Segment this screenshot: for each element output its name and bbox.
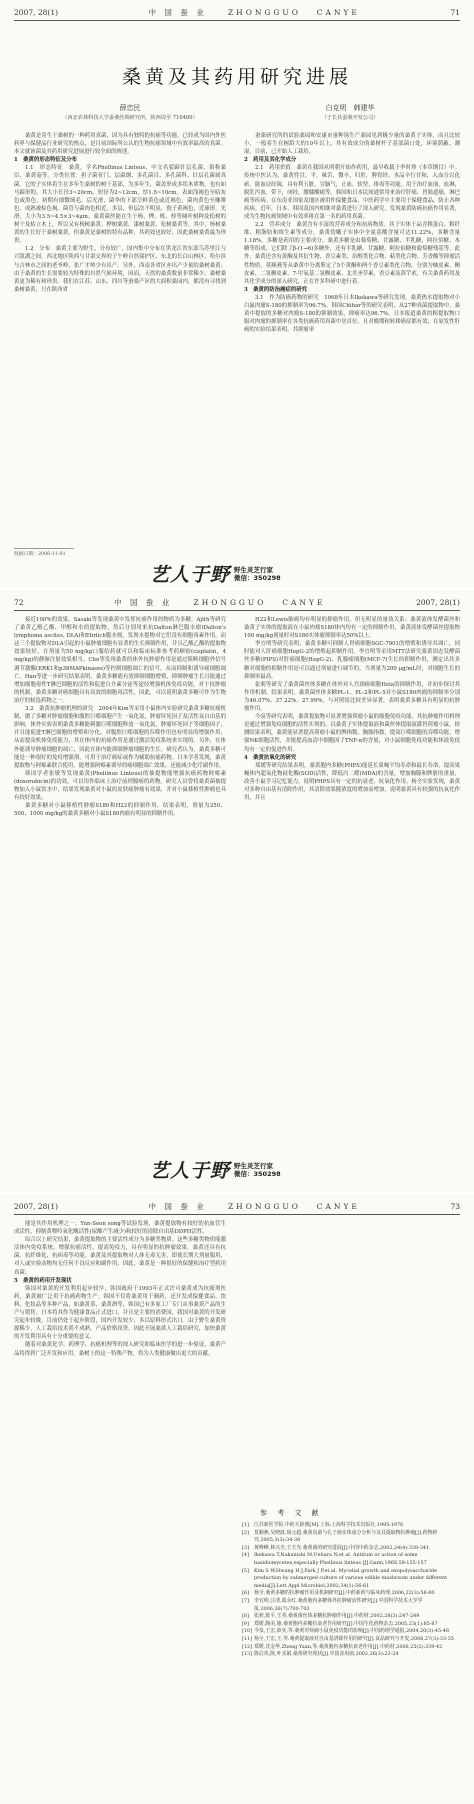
reference-item bbox=[242, 1613, 460, 1621]
header-volume: 2007, 28(1) bbox=[14, 1201, 59, 1211]
left-column bbox=[14, 1220, 226, 1780]
reference-text: 莫顺燕,吴晓波,胡元超.桑黄真菌与孔子菌实体成分分析与及其提取物抗肿瘤[J].药物研究,2005,3(3):34-38 bbox=[254, 1529, 438, 1544]
reference-number: [13] bbox=[242, 1651, 253, 1658]
reference-text: 郑媛,陶美,施.桑黄胞内多糖抗衰老作用研究[J].中国生化药物杂志,2005,23(1):85-87 bbox=[254, 1620, 438, 1627]
reference-item bbox=[242, 1636, 460, 1644]
reference-item bbox=[242, 1590, 460, 1598]
reference-text: 黄峰峰,林兴全,王玉光.桑黄菌的研究进展[J].中国中药杂志,2002,24(4):339-341 bbox=[254, 1544, 430, 1551]
reference-text: 李宜明,汪清,葛永红.桑黄胞内多糖体外抗肿瘤活性研究[J].中国科学技术大学学报,2006,36(7):700-703 bbox=[254, 1597, 423, 1612]
body-paragraph: 随着对桑黄化学、药理学、抗癌机理等的深入研究和临床医学的进一步验证，桑黄产品将得到广泛开发和应用。桑树上的这一特殊产物，将为人类健康做出更大的贡献。 bbox=[14, 1342, 226, 1357]
watermark-line2: 微信：350298 bbox=[234, 573, 281, 582]
reference-text: 杨全,王宏,王,等.桑黄提取液对自由基清除作用的研究[J].食品研究与开发,2006,27(3):33-35 bbox=[254, 1635, 454, 1642]
header-volume: 2007, 28(1) bbox=[14, 7, 59, 17]
reference-number: [3] bbox=[242, 1544, 249, 1551]
header-page-number: 72 bbox=[14, 597, 24, 607]
body-paragraph: 1.2 分布 桑黄主要为野生，分布较广。国内集中分布在黑龙江省东部乌苏里江与兴凯湖之间，西北地区陕西与甘肃交界的子午岭自然保护区、东北的长白山林区、哈尔滨与吉林市之间的老爷岭、张广才岭少有出产。另外，西南各省区亦出产少量的桑树桑黄。由于桑黄的生长需要较为特殊的自然气候环境，因而，天然的桑黄数量非常稀少，桑树桑黄更为稀有和珍贵。我们在江苏、山东、四川等蚕桑产区的大面积桑园内，都没有寻找到桑树桑黄，只在陕西省 bbox=[14, 246, 226, 293]
abstract-paragraph: 桑黄是寄生于桑树的一种药用真菌，因为具有独特的抗癌等功能，已经成为国内外医药界与保健品行业研究的热点，是目前国际所公认的生物抗癌领域中有效率最高的真菌。本文就该菌及其药用研究进展进行较全面的阐述。 bbox=[14, 133, 226, 156]
body-paragraph: H22和Lewis肺癌均有明显的抑瘤作用，但无明显的量效关系；桑黄液体发酵菌丝和桑黄子实体的提取液在小鼠肉瘤S180体内均有一定的抑制作用，桑黄液体发酵菌丝提取物100 mg/kg剂量时对S180实体瘤抑制率达50%以上。 bbox=[244, 617, 460, 640]
body-paragraph: 郑媛等研究结果表明，桑黄胞内多糖(PHPS)能延长果蝇平均寿命和最长寿命，提高果蝇体内超氧化物歧化酶(SOD)活性，降低丙二醛(MDA)的含量，增加胸腺和脾脏的重量，改善小鼠学习记忆能力。说明PHPS具有一定的抗衰老、抗氧化作用。杨全实验发现，桑黄对多种自由基有清除作用，其清除效果随浓度的增加而增加，说明桑黄具有较强的抗氧化作用，并且 bbox=[244, 762, 460, 802]
affiliation-2: （子长县蚕桑开发公司） bbox=[321, 115, 379, 121]
reference-number: [2] bbox=[242, 1529, 249, 1536]
body-paragraph: 3.2 桑黄抗肿瘤机理的研究 2004年Kim等采用小鼠体内实验研究桑黄多糖抗癌机制，做了多糖对肿瘤细胞和腹腔巨噬细胞产生一氧化氮，肿瘤坏死因子及活性氧自由基的影响，体外实验表明桑黄多糖能刺激巨噬细胞释放一氧化氮，肿瘤坏死因子等细胞因子，并且能促进T淋巴细胞的增殖和分化，对腹腔巨噬细胞的吞噬作用也有明显的增强作用，从而提高机体免疫能力，其在体内的抗癌作用是通过激活免疫系统来实现的。另外，在体外能诱导肿瘤细胞的凋亡，因此在体内能抑制肿瘤细胞的生长。研究者认为，桑黄多糖可能是一种很好的免疫增强剂，可用于治疗癌症或作为辅助抗癌药物。日本学者发现，桑黄提取物与阿霉素联合使用，能增强阿霉素诱导的癌细胞凋亡效果，还能减少化疗副作用。 bbox=[14, 706, 226, 769]
author-2: 白克明 韩建华 bbox=[325, 104, 375, 112]
body-paragraph: 能是其作用机理之一。Yun-Seon song等试验发现，桑黄提取物有较好的抗血管生成活性，抑制黄嘌呤氧化酶活性(尿酸产生减少)和较好的清除自由基DDPH活性。 bbox=[14, 1221, 226, 1236]
reference-text: 江苏新医学院.中药大辞典[M].上海:上海科学技术出版社,1995:1976 bbox=[254, 1522, 404, 1528]
reference-text: 今泉,王宏,薛实,等.桑黄对荷瘤小鼠免疫功能的影响[J].中国药理学通报,2004,20(3):45-48 bbox=[254, 1628, 449, 1635]
reference-item bbox=[242, 1628, 460, 1636]
page-72 bbox=[0, 590, 474, 1192]
reference-number: [6] bbox=[242, 1590, 249, 1597]
section-heading: 5 桑黄的药用开发现状 bbox=[14, 1277, 72, 1284]
reference-text: 杨全,桑黄多糖的抗肿瘤作用及机制研究[J].中药新药与临床药理,2006,22(3):56-60 bbox=[254, 1590, 435, 1597]
reference-item bbox=[242, 1545, 460, 1553]
reference-item bbox=[242, 1644, 460, 1652]
body-paragraph: 今泉等研究表明，桑黄提取物可显著增强荷瘤小鼠的细胞免疫功能，其抗肿瘤作用机理是通过增强免疫细胞的活性实现的。以桑黄子实体提取液和菌丝体提取液灌胃荷瘤小鼠，检测结果表明，桑黄能显著提高荷瘤小鼠的脾指数、胸腺指数，提高巨噬细胞的吞噬功能，增强NK细胞活性，并能提高血清中细胞因子TNF-α的含量，对小鼠细胞免疫功能和体液免疫均有一定的促进作用。 bbox=[244, 714, 460, 753]
body-paragraph: 1.1 形态特征 桑黄，学名Phellinus Linteus，中文名裂蹄针层孔菌，俗称桑臣、桑黄菇等。分类位置：担子菌亚门、层菌纲、多孔菌目、多孔菌科、针层孔菌属真菌。它的子实体着生在多年生桑树的树干基部，为多年生，菌盖形成多状木质物，也有如马蹄形的。其大小长径3~20cm，短径为2~12cm，厚1.5~10cm。表面浅褐色至暗灰色或黑色，初期有细微绒毛，后光滑，菌伞的下部呈鲜黄色或近褐色，菌肉黄色至咖啡色，成熟被棕色褐。菌管与菌肉色相近，多层，但层次不明显，孢子黄褐色，近球形，光滑，大小为3.5~4.5×3~4μm。桑黄菌丝能在生于杨、桦、栎、栓等阔叶树种及松树的树干及枯立木上，所以又有杨树桑黄、桦树桑黄、漆树桑黄、松树桑黄等。其中，杨树桑黄的生长好于桑树桑黄，但桑黄是桑树的特有品种，其药效也较好，因此桑树桑黄最为珍贵。 bbox=[14, 165, 226, 245]
body-paragraph: 韩国学者张敏等发现桑黄(Phellinus Linteus)的抽提物能增强抗癌药物阿霉素(doxorubicin)的功效，可以用作临床上治疗前列腺癌的药物。研究人员曾将桑黄菌抽提物加入小鼠饮水中，结果发现桑黄对小鼠的皮肤癌肿瘤有效果，并对小鼠移植性肿瘤也具有较好效果。 bbox=[14, 770, 226, 802]
running-header bbox=[14, 1198, 460, 1215]
reference-text: 陈启英,陈,叶美娟,桑黄研究现状[J].中国食用菌,2002,26(3):22-24 bbox=[254, 1651, 399, 1658]
reference-number: [11] bbox=[242, 1635, 253, 1642]
reference-item bbox=[242, 1522, 460, 1530]
reference-list bbox=[242, 1522, 460, 1659]
body-paragraph: 张莉等研究了桑黄菌丝体多糖在体外对人宫颈癌细胞Hela的抑制作用，并初步探讨其作用机制。结果表明，桑黄菌丝体多糖PL-1、PL-2和PL-5对小鼠S180肉瘤的抑制率分别为46.07%、37.22%、27.99%，与对照组比较差异显著，表明桑黄多糖具有明显的抗肿瘤作用。 bbox=[244, 681, 460, 713]
article-title: 桑黄及其药用研究进展 bbox=[121, 66, 352, 88]
running-header bbox=[14, 594, 460, 611]
body-paragraph: 2.2 营养成分 桑黄含有丰富的营养成分和抗病物质。其子实体干品含粗蛋白、粗纤维、粗脂肪和维生素等成分，桑黄幼嫩子实体中全氨基酸含量可达11.22%，多糖含量1.18%。多糖是药用的主要成分。桑黄多糖是由葡萄糖、甘露糖、半乳糖、阿拉伯糖、木糖等组成。它们除了β-(1→6)多糖外，还有半乳糖、甘露糖、阿拉伯糖和葡萄糖残基等。此外，桑黄还含有黄酮及其衍生物、香豆素类、甾醇类化合物、萜类化合物，芳香酸等抑瘤活性物质。莫顺燕等从桑黄中分离鉴定了5个黄酮和两个香豆素类化合物，分别为柚皮素、槲皮素、二氢槲皮素、7-甲氧基二氢槲皮素、北美圣草素、香豆素及茵芋甙。有关桑黄药用及其化学成分的深入研究，正在许多科研中进行着。 bbox=[244, 222, 460, 285]
reference-item bbox=[242, 1530, 460, 1545]
watermark-brand: 艺人于野 bbox=[150, 564, 231, 586]
watermark-line2: 微信：350298 bbox=[234, 1169, 281, 1178]
reference-item bbox=[242, 1552, 460, 1567]
watermark-line1: 野生灵芝行家 bbox=[234, 565, 274, 574]
reference-item bbox=[242, 1598, 460, 1613]
reference-number: [4] bbox=[242, 1552, 249, 1559]
watermark bbox=[150, 1156, 281, 1183]
reference-number: [10] bbox=[242, 1628, 253, 1635]
reference-number: [9] bbox=[242, 1620, 249, 1627]
body-paragraph: 蚕桑研究所的试验桑园和安康市蚕种场生产桑园见到极少量的桑黄子实体，而且比较小，一般着生在树龄大的10年以上，其有效成分的桑树杆子基部菌口处，环境荫蔽、潮湿。目前，已开始人工栽培。 bbox=[244, 133, 460, 156]
body-paragraph: 李宜明等研究表明，桑黄多糖可抑制人胃癌细胞SGC-7901的增殖和诱导其凋亡，同时能对人肝癌细胞HepG-2的增殖起抑制作用。李宜明等采用MTT法研究桑黄固态发酵菌丝多糖(PIPS)对肝癌细胞(HepG-2)、乳腺癌细胞(MCF-7)生长的抑制作用，测定出其多糖对细胞的抑制作用是可以通过剂量进行调节的，当剂量为200 μg/mL时，对细胞生长的抑制率最高。 bbox=[244, 641, 460, 680]
body-paragraph: 桑黄多糖对小鼠移植性肿瘤S180和H22的抑制作用，结果表明，剂量为250、500、1000 mg/kg的桑黄多糖对小鼠S180肉瘤有明显的抑制作用。 bbox=[14, 803, 226, 818]
reference-number: [12] bbox=[242, 1643, 253, 1650]
reference-text: Kim S W,Hwang H J,Park J P,et al. Mycelial growth and exopolysaccharide production by submerged culture of various edible mushroom under different media[J].Lett Appl Microbiol,2002,34(1):56-61 bbox=[254, 1567, 448, 1589]
header-journal: 中 国 蚕 业 ZHONGGUO CANYE bbox=[148, 7, 360, 17]
body-paragraph: 2.1 药用价值 桑黄在我国从明朝开始作药用，最早收载于李时珍《本草纲目》中。传统中医认为，桑黄性甘，平，味苦，微辛，归肝，脾胃经。本品辛行甘和，入血分以化瘀，能血证经调，具有利五脏，宣脑气，止血，软坚，排毒等功能。用于治疗血崩，血淋，脱肛泻血，带下，闭经，腰膝酸痛等。韩国和日本民间通常用来治疗肝癌，胃肠道癌，淋巴癌等疾病。在东南亚国家及地区被用作保健食品，中医药学中主要用于保健食品，防止各种疾病。近年，日本、韩国及国内相继对桑黄进行了深入研究，发现桑黄防癌抗癌作用显著，成为生物抗癌领域中有效率排在第一名的药用真菌。 bbox=[244, 165, 460, 220]
reference-text: Ikekawa T,Nakanishi M,Uehara N,et al. Antitum or action of some basidiomycetes,especially Phellinus linteus [J].Gann,1968,59:155-157 bbox=[254, 1552, 427, 1566]
page-73 bbox=[0, 1194, 474, 1804]
watermark bbox=[150, 560, 281, 587]
reference-number: [1] bbox=[242, 1522, 249, 1528]
left-column bbox=[14, 132, 226, 544]
left-column bbox=[14, 616, 226, 1144]
header-volume: 2007, 28(1) bbox=[415, 597, 460, 607]
body-paragraph: 接近100%的效果。Sasaki等发现桑黄中发挥抗癌作用的物质为多糖。Ajith等研究了桑黄乙醇乙酯、甲醇和水的提取物，然后分别用来抗Dalton淋巴腹水瘤(Dalton's lymphoma ascites, DLA)和Ehrlich腹水瘤，发现水提物对它们没有细胞毒素作用，而这三个提取物对DLA引起的小鼠肿瘤细胞有显著的生长抑制作用，并且乙酸乙酯的提取物效果较好，在剂量为50 mg/kg口服给药就可以和临床标准参考药顺铂(cisplatin，4 mg/kg)的静脉注射效果相当。Cho等发现桑黄的体外抗肿瘤作用是通过阻断细胞外信号调节激酶(ERK1和p38MAPkinases)等控制细胞凋亡的信号，从而抑制和诱导癌细胞凋亡。Han等进一步研究结果表明，桑黄多糖能有效抑制细胞增殖，抑制肿瘤生长且能通过增加细胞毒性T淋巴细胞的活性和促进白介素分泌等途径增强机体免疫功能，对于抗肿瘤的机制，桑黄多糖对癌细胞具有高效的细胞毒活性，因此，可以说明桑黄多糖可作为生物治疗的候选药物之一。 bbox=[14, 617, 226, 704]
reference-number: [8] bbox=[242, 1613, 249, 1620]
reference-text: 张莉,陈平,王英.桑黄菌丝体多糖抗肿瘤作用[J].中药材,2002,28(3):247-249 bbox=[254, 1613, 420, 1620]
header-journal: 中 国 蚕 业 ZHONGGUO CANYE bbox=[148, 1201, 360, 1211]
reference-item bbox=[242, 1568, 460, 1591]
header-page-number: 73 bbox=[450, 1201, 460, 1211]
section-heading: 4 桑黄抗氧化的研究 bbox=[244, 754, 297, 761]
section-heading: 3 桑黄的防治癌症的研究 bbox=[244, 286, 308, 293]
reference-number: [7] bbox=[242, 1597, 249, 1604]
reference-text: 郑媛,沈金华,Zheng Yuan,等.桑黄胞内多糖抗衰老作用[J].中药材,2006,25(2):339-42 bbox=[254, 1643, 443, 1650]
received-date: 收稿日期：2006-11-01 bbox=[14, 548, 74, 557]
watermark-line1: 野生灵芝行家 bbox=[234, 1161, 274, 1170]
author-1: 薛忠民 bbox=[119, 104, 141, 112]
section-heading: 2 药用及其化学成分 bbox=[244, 157, 297, 164]
page-71 bbox=[0, 0, 474, 588]
body-paragraph: 3.1 作为防癌药物的研究 1968年日本Ikekawa等研究发现，桑黄热水提取物对小白鼠肉瘤S-180的抑制率为96.7%。韩国Chihar等的研究表明，从27种真菌提取物中，桑黄中提取的多糖对肉瘤S-180的抑制效果，抑癌率达96.7%。日本报道桑黄的粗提取物口服对肉瘤的抑制率在各类抗癌药用真菌中居首位，且对晚期和转移癌症都有效，在原发性肝癌的实验结果表明，其抑瘤率 bbox=[244, 294, 460, 334]
header-page-number: 71 bbox=[450, 7, 460, 17]
affiliation-1: （西北农林科技大学蚕桑丝绸研究所，陕西周至 710400） bbox=[62, 115, 198, 121]
reference-number: [5] bbox=[242, 1567, 249, 1574]
header-journal: 中 国 蚕 业 ZHONGGUO CANYE bbox=[114, 597, 326, 607]
watermark-brand: 艺人于野 bbox=[150, 1160, 231, 1182]
right-column bbox=[244, 616, 460, 1144]
body-paragraph: 综合以上研究结果，桑黄提取物的主要活性成分为多糖类物质。这些多糖类物质能激活体内免疫系统，增强抗癌活性，提高免疫力，具有明显的抗肿瘤效果。桑黄还具有抗菌、抗纤维化、抗病毒等功能。桑黄及其提取物对人体无毒无害，即使长期大剂量服用，对人或实验动物均无任何不良反应和副作用，因此，桑黄是一种很好的保健和治疗型药用真菌。 bbox=[14, 1237, 226, 1276]
right-column bbox=[244, 132, 460, 564]
running-header bbox=[14, 4, 460, 21]
body-paragraph: 韩国对桑黄的开发利用起步较早，韩国政府于1993年正式许可桑黄成为抗癌剂医药，桑黄被广泛用于抗癌药物生产；韩国不仅将桑黄用于制药，还开发成保健食品、饮料、化妆品等多种产品，如桑黄茶、桑黄酒等，韩国已有多家工厂专门从事桑黄产品的生产与销售。日本将其作为健康食品正式进口，并且是主要的消费国。我国对桑黄的开发研究起步较晚，目前仍处于起步阶段，国内开发较少，多以原料形式出口。由于野生桑黄资源稀少，人工栽培技术尚不成熟，产品价格昂贵，因此开展桑黄人工栽培研究，加快桑黄的开发利用具有十分重要的意义。 bbox=[14, 1285, 226, 1341]
reference-item bbox=[242, 1651, 460, 1659]
references-heading: 参 考 文 献 bbox=[260, 1509, 323, 1517]
section-heading: 1 桑黄的形态特征及分布 bbox=[14, 157, 78, 164]
